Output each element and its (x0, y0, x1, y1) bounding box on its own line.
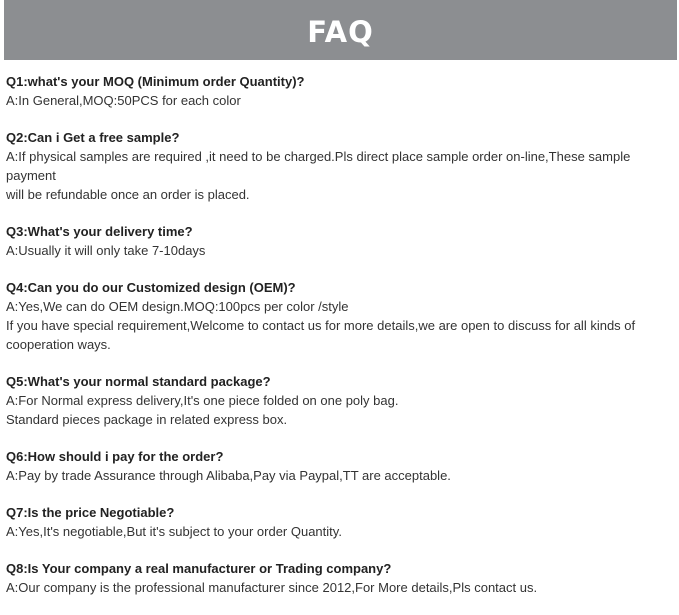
faq-question: Q4:Can you do our Customized design (OEM)? (6, 280, 296, 295)
faq-answer-line: A:Pay by trade Assurance through Alibaba,Pay via Paypal,TT are acceptable. (6, 468, 451, 483)
faq-item-q3 (6, 222, 674, 260)
faq-header-band (4, 0, 677, 60)
faq-item-q4 (6, 278, 674, 354)
faq-answer-line: A:For Normal express delivery,It's one piece folded on one poly bag. (6, 393, 399, 408)
faq-answer-line: A:Usually it will only take 7-10days (6, 243, 206, 258)
faq-answer-line: will be refundable once an order is placed. (6, 187, 250, 202)
faq-answer-line: If you have special requirement,Welcome to contact us for more details,we are open to discuss for all kinds of (6, 318, 636, 333)
faq-answer-line: A:Our company is the professional manufacturer since 2012,For More details,Pls contact us. (6, 580, 538, 595)
faq-answer-line: A:Yes,We can do OEM design.MOQ:100pcs per color /style (6, 299, 349, 314)
faq-question: Q5:What's your normal standard package? (6, 374, 271, 389)
faq-item-q8 (6, 559, 674, 597)
faq-item-q5 (6, 372, 674, 429)
faq-question: Q1:what's your MOQ (Minimum order Quantity)? (6, 74, 305, 89)
faq-list (6, 72, 674, 615)
faq-question: Q2:Can i Get a free sample? (6, 130, 180, 145)
faq-answer-line: Standard pieces package in related express box. (6, 412, 288, 427)
faq-answer-line: A:In General,MOQ:50PCS for each color (6, 93, 241, 108)
page-title: FAQ (307, 15, 374, 49)
faq-question: Q6:How should i pay for the order? (6, 449, 224, 464)
faq-answer-line: A:Yes,It's negotiable,But it's subject to your order Quantity. (6, 524, 342, 539)
faq-item-q7 (6, 503, 674, 541)
faq-answer-line: A:If physical samples are required ,it need to be charged.Pls direct place sample order on-line,These sample payment (6, 149, 631, 183)
faq-item-q6 (6, 447, 674, 485)
faq-item-q2 (6, 128, 674, 204)
faq-question: Q3:What's your delivery time? (6, 224, 193, 239)
faq-question: Q7:Is the price Negotiable? (6, 505, 175, 520)
faq-answer-line: cooperation ways. (6, 337, 111, 352)
faq-question: Q8:Is Your company a real manufacturer or Trading company? (6, 561, 392, 576)
faq-item-q1 (6, 72, 674, 110)
